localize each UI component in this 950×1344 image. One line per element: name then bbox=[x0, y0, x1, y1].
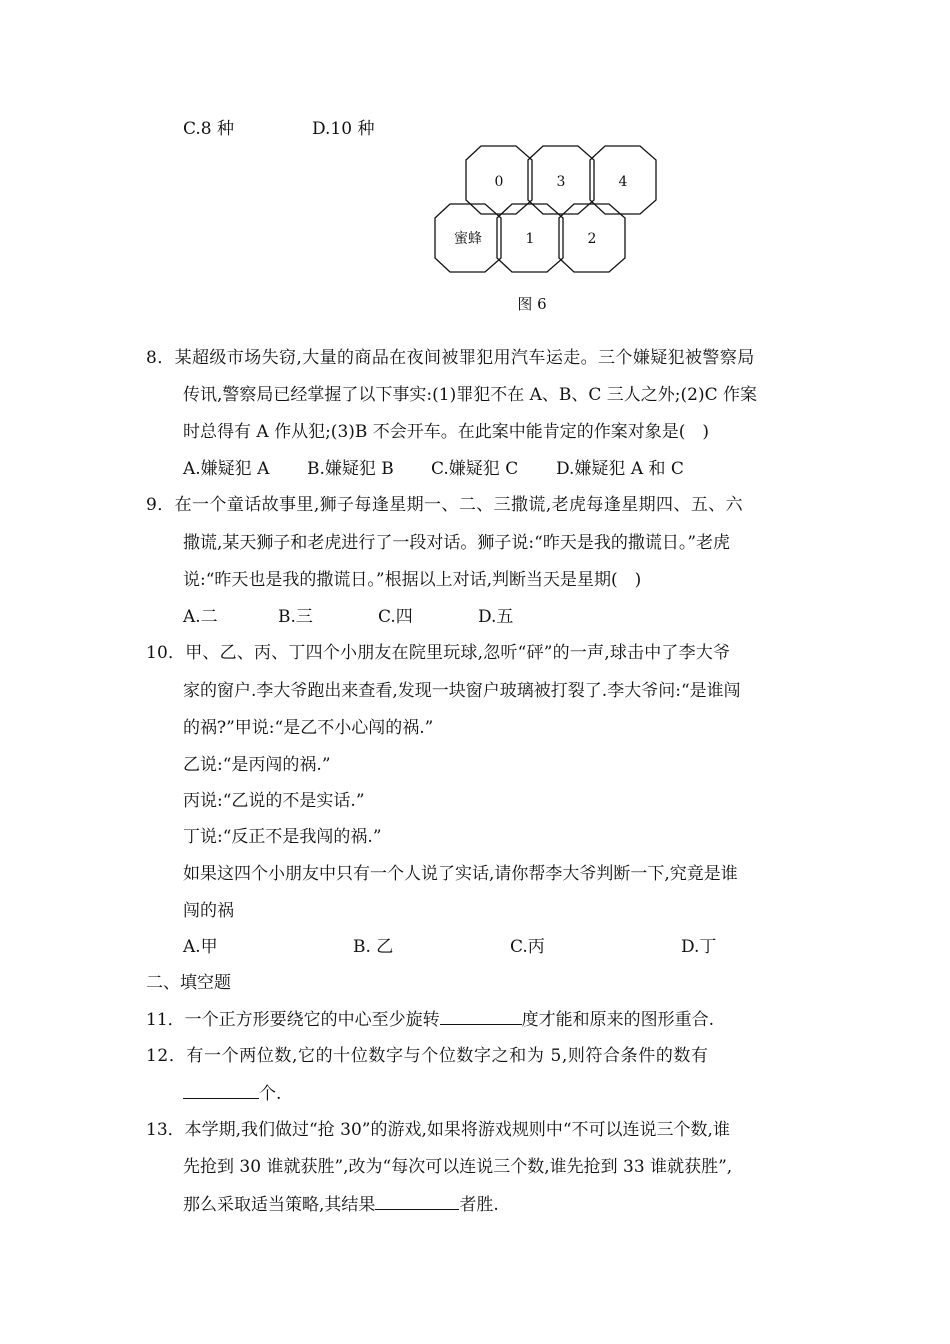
q10-line-3: 的祸?”甲说:“是乙不小心闯的祸.” bbox=[183, 718, 434, 738]
q10-option-b: B. 乙 bbox=[353, 937, 394, 957]
q9-line-1: 9．在一个童话故事里,狮子每逢星期一、二、三撒谎,老虎每逢星期四、五、六 bbox=[146, 495, 744, 515]
q12-line-2 bbox=[183, 1082, 281, 1105]
figure-caption: 图 6 bbox=[517, 295, 547, 313]
q9-option-d: D.五 bbox=[478, 607, 514, 627]
q9-line-3: 说:“昨天也是我的撒谎日。”根据以上对话,判断当天是星期( ) bbox=[183, 570, 642, 590]
q12-text-after: 个. bbox=[259, 1084, 282, 1104]
option-d: D.10 种 bbox=[312, 119, 375, 139]
hex-label-4: 4 bbox=[618, 174, 628, 190]
q10-line-2: 家的窗户.李大爷跑出来查看,发现一块窗户玻璃被打裂了.李大爷问:“是谁闯 bbox=[183, 681, 741, 701]
hex-label-0: 0 bbox=[494, 174, 504, 190]
q13-line-3 bbox=[183, 1193, 499, 1216]
honeycomb-figure bbox=[0, 0, 950, 330]
q12-answer-blank[interactable] bbox=[183, 1082, 259, 1099]
q11-text-before: 11．一个正方形要绕它的中心至少旋转 bbox=[146, 1010, 440, 1030]
q12-line-1: 12．有一个两位数,它的十位数字与个位数字之和为 5,则符合条件的数有 bbox=[146, 1046, 709, 1066]
q13-answer-blank[interactable] bbox=[375, 1193, 459, 1210]
hex-label-bee: 蜜蜂 bbox=[454, 231, 482, 247]
q9-option-a: A.二 bbox=[183, 607, 218, 627]
q9-option-b: B.三 bbox=[278, 607, 313, 627]
q11-text-after: 度才能和原来的图形重合. bbox=[521, 1010, 715, 1030]
q11-answer-blank[interactable] bbox=[440, 1008, 522, 1025]
hex-label-1: 1 bbox=[525, 231, 535, 247]
q8-option-c: C.嫌疑犯 C bbox=[431, 459, 519, 479]
q10-line-5: 丙说:“乙说的不是实话.” bbox=[183, 791, 365, 811]
q10-option-a: A.甲 bbox=[183, 937, 218, 957]
q8-option-b: B.嫌疑犯 B bbox=[307, 459, 394, 479]
q10-line-1: 10．甲、乙、丙、丁四个小朋友在院里玩球,忽听“砰”的一声,球击中了李大爷 bbox=[146, 643, 731, 663]
q10-line-8: 闯的祸 bbox=[183, 901, 234, 921]
q9-option-c: C.四 bbox=[378, 607, 413, 627]
q10-option-d: D.丁 bbox=[681, 937, 717, 957]
q8-option-a: A.嫌疑犯 A bbox=[183, 459, 270, 479]
section-title: 二、填空题 bbox=[146, 973, 231, 993]
hex-label-3: 3 bbox=[556, 174, 566, 190]
q8-line-3: 时总得有 A 作从犯;(3)B 不会开车。在此案中能肯定的作案对象是( ) bbox=[183, 422, 710, 442]
hex-label-2: 2 bbox=[587, 231, 597, 247]
q9-line-2: 撒谎,某天狮子和老虎进行了一段对话。狮子说:“昨天是我的撒谎日。”老虎 bbox=[183, 533, 731, 553]
q8-line-1: 8．某超级市场失窃,大量的商品在夜间被罪犯用汽车运走。三个嫌疑犯被警察局 bbox=[146, 348, 755, 368]
q8-option-d: D.嫌疑犯 A 和 C bbox=[556, 459, 684, 479]
q13-line-2: 先抢到 30 谁就获胜”,改为“每次可以连说三个数,谁先抢到 33 谁就获胜”, bbox=[183, 1157, 733, 1177]
q13-text-after: 者胜. bbox=[459, 1195, 499, 1215]
q8-line-2: 传讯,警察局已经掌握了以下事实:(1)罪犯不在 A、B、C 三人之外;(2)C 作案 bbox=[183, 385, 758, 405]
option-c: C.8 种 bbox=[183, 119, 235, 139]
q13-line-1: 13．本学期,我们做过“抢 30”的游戏,如果将游戏规则中“不可以连说三个数,谁 bbox=[146, 1120, 730, 1140]
q10-line-7: 如果这四个小朋友中只有一个人说了实话,请你帮李大爷判断一下,究竟是谁 bbox=[183, 864, 738, 884]
q10-line-4: 乙说:“是丙闯的祸.” bbox=[183, 755, 331, 775]
q13-text-before: 那么采取适当策略,其结果 bbox=[183, 1195, 376, 1215]
q11-line bbox=[146, 1008, 714, 1031]
q10-option-c: C.丙 bbox=[510, 937, 545, 957]
q10-line-6: 丁说:“反正不是我闯的祸.” bbox=[183, 827, 382, 847]
